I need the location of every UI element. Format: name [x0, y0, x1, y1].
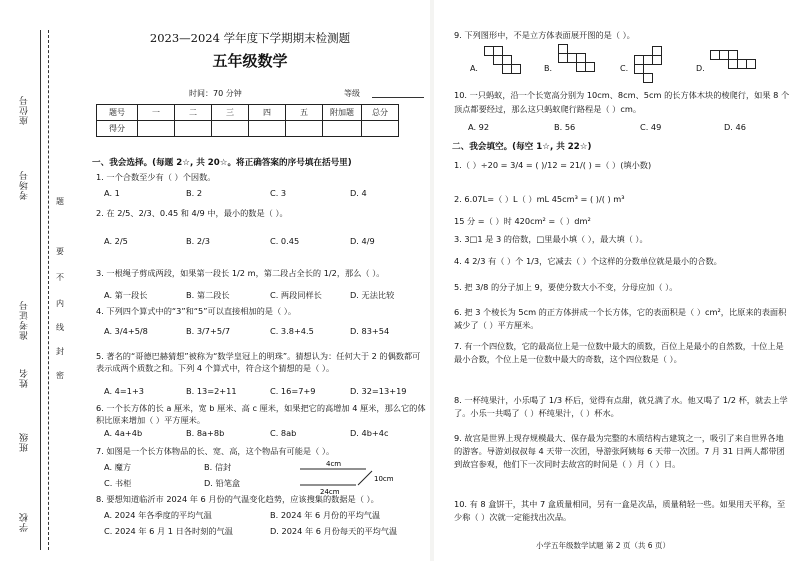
section-2-heading: 二、我会填空。(每空 1☆, 共 22☆)	[452, 142, 592, 152]
question-5: 5. 著名的“哥德巴赫猜想”被称为“数学皇冠上的明珠”。猜想认为：任何大于 2 的偶数都可表示成两个质数之和。下列 4 个算式中，符合这个猜想的是（ ）。	[96, 351, 421, 373]
school-field[interactable]: 学校	[20, 512, 30, 532]
fill-question-1: 1.（ ）÷20 = 3/4 = ( )/12 = 21/( ) =（ ）(填小数)	[454, 160, 652, 170]
option-b[interactable]: B. 信封	[204, 462, 232, 472]
score-cell: 得分	[97, 121, 138, 137]
fill-question-6: 6. 把 3 个棱长为 5cm 的正方体拼成一个长方体，它的表面积是（ ）cm²，比原来的表面积减少了（ ）平方厘米。	[454, 307, 787, 330]
option-d[interactable]: D. 4	[350, 188, 367, 198]
seal-char: 要	[56, 247, 64, 256]
question-7: 7. 如图是一个长方体物品的长、宽、高，这个物品有可能是（ ）。	[96, 446, 335, 456]
fill-question-2a: 2. 6.07L=（ ）L（ ）mL 45cm³ = ( )/( ) m³	[454, 194, 625, 204]
dim-label-height: 10cm	[374, 475, 394, 483]
option-b[interactable]: B. 2024 年 6 月份的平均气温	[270, 510, 381, 520]
net-option-c[interactable]: C.	[620, 64, 629, 73]
option-d[interactable]: D. 2024 年 6 月份每天的平均气温	[270, 526, 398, 536]
option-d[interactable]: D. 铅笔盒	[204, 478, 241, 488]
score-input[interactable]	[175, 121, 212, 137]
dim-label-length: 24cm	[320, 488, 340, 495]
option-a[interactable]: A. 魔方	[104, 462, 132, 472]
score-header-row	[97, 105, 399, 121]
score-input[interactable]	[138, 121, 175, 137]
score-input[interactable]	[323, 121, 362, 137]
seal-char: 线	[56, 323, 64, 332]
fill-question-4: 4. 4 2/3 有（ ）个 1/3，它减去（ ）个这样的分数单位就是最小的合数。	[454, 256, 722, 266]
fill-question-3: 3. 3□1 是 3 的倍数，□里最小填（ ），最大填（ ）。	[454, 234, 648, 244]
score-cell: 附加题	[323, 105, 362, 121]
seal-char: 题	[56, 197, 64, 206]
option-b[interactable]: B. 13=2+11	[186, 386, 237, 396]
question-9: 9. 下列图形中，不是立方体表面展开图的是（ ）。	[454, 30, 635, 40]
exam-page-2	[434, 0, 794, 561]
question-10: 10. 一只蚂蚁，沿一个长宽高分别为 10cm、8cm、5cm 的长方体木块的棱爬行，如果 8 个顶点都要经过，那么这只蚂蚁爬行路程是（ ）cm。	[454, 90, 790, 114]
name-field[interactable]: 姓名	[20, 368, 30, 388]
exam-title: 2023—2024 学年度下学期期末检测题	[149, 31, 351, 45]
admission-number-field[interactable]: 准考证号	[20, 300, 30, 340]
option-d[interactable]: D. 46	[724, 122, 746, 132]
score-cell: 三	[212, 105, 249, 121]
seal-dashed-line	[48, 30, 50, 550]
fill-question-10: 10. 有 8 盒饼干，其中 7 盒质量相同，另有一盒是次品，质量稍轻一些。如果用天平称，至少称（ ）次就一定能找出次品。	[454, 499, 786, 522]
option-d[interactable]: D. 83+54	[350, 326, 390, 336]
score-cell: 总分	[362, 105, 399, 121]
binding-margin	[0, 0, 68, 561]
seal-char: 内	[56, 299, 64, 308]
score-input[interactable]	[286, 121, 323, 137]
option-a[interactable]: A. 4a+4b	[104, 428, 143, 438]
question-8: 8. 要想知道临沂市 2024 年 6 月份的气温变化趋势，应该搜集的数据是（ ）。	[96, 494, 379, 504]
option-c[interactable]: C. 49	[640, 122, 662, 132]
option-c[interactable]: C. 3.8+4.5	[270, 326, 314, 336]
option-c[interactable]: C. 16=7+9	[270, 386, 316, 396]
option-a[interactable]: A. 4=1+3	[104, 386, 145, 396]
score-input[interactable]	[212, 121, 249, 137]
box-dimension-diagram	[296, 455, 396, 495]
option-b[interactable]: B. 56	[554, 122, 576, 132]
seal-char: 封	[56, 347, 64, 356]
score-cell: 一	[138, 105, 175, 121]
option-c[interactable]: C. 书柜	[104, 478, 132, 488]
dim-label-width: 4cm	[326, 460, 342, 468]
question-2: 2. 在 2/5、2/3、0.45 和 4/9 中，最小的数是（ ）。	[96, 208, 288, 218]
seat-number-field[interactable]: 座位号	[20, 95, 30, 125]
class-field[interactable]: 班级	[20, 432, 30, 452]
fill-question-2b: 15 分 =（ ）时 420cm² =（ ）dm²	[454, 216, 591, 226]
option-b[interactable]: B. 2	[186, 188, 203, 198]
option-a[interactable]: A. 2024 年各季度的平均气温	[104, 510, 212, 520]
exam-subject: 五年级数学	[212, 52, 288, 70]
option-d[interactable]: D. 4/9	[350, 236, 375, 246]
option-d[interactable]: D. 32=13+19	[350, 386, 407, 396]
question-3: 3. 一根绳子剪成两段，如果第一段长 1/2 m，第二段占全长的 1/2，那么（ ）。	[96, 268, 385, 278]
option-b[interactable]: B. 3/7+5/7	[186, 326, 231, 336]
option-c[interactable]: C. 3	[270, 188, 287, 198]
net-option-d[interactable]: D.	[696, 64, 705, 73]
seal-char: 密	[56, 371, 64, 380]
fill-question-8: 8. 一杯纯果汁，小乐喝了 1/3 杯后，觉得有点甜，就兑满了水。他又喝了 1/2 杯，就去上学了。小乐一共喝了（ ）杯纯果汁，（ ）杯水。	[454, 395, 788, 418]
fill-question-7: 7. 有一个四位数，它的最高位上是一位数中最大的质数，百位上是最小的自然数，十位上是最小合数，个位上是一位数中最大的奇数，这个四位数是（ ）。	[454, 341, 784, 364]
fill-question-5: 5. 把 3/8 的分子加上 9，要使分数大小不变，分母应加（ ）。	[454, 282, 678, 292]
option-a[interactable]: A. 第一段长	[104, 290, 148, 300]
exam-room-field[interactable]: 考场号	[20, 170, 30, 200]
score-value-row	[97, 121, 399, 137]
option-a[interactable]: A. 3/4+5/8	[104, 326, 148, 336]
option-c[interactable]: C. 两段同样长	[270, 290, 322, 300]
fill-question-9: 9. 故宫是世界上现存规模最大、保存最为完整的木质结构古建筑之一，吸引了来自世界各地的游客。导游刘叔叔每 4 天带一次团，导游张阿姨每 6 天带一次团。7 月 31 日两人都带团到故宫参观，他们下一次同时去故宫的时间是（ ）月（ ）日。	[454, 433, 785, 469]
option-b[interactable]: B. 8a+8b	[186, 428, 225, 438]
option-b[interactable]: B. 2/3	[186, 236, 210, 246]
net-option-a[interactable]: A.	[470, 64, 478, 73]
seal-char: 不	[56, 273, 64, 282]
score-cell: 五	[286, 105, 323, 121]
binding-line	[40, 30, 41, 550]
score-cell: 题号	[97, 105, 138, 121]
score-input[interactable]	[362, 121, 399, 137]
time-limit: 时间：70 分钟	[189, 89, 242, 98]
score-table	[96, 104, 399, 137]
option-c[interactable]: C. 8ab	[270, 428, 297, 438]
option-b[interactable]: B. 第二段长	[186, 290, 230, 300]
page-footer: 小学五年级数学试题 第 2 页（共 6 页）	[536, 541, 670, 550]
option-a[interactable]: A. 92	[468, 122, 490, 132]
grade-input-line[interactable]	[372, 97, 424, 98]
question-1: 1. 一个合数至少有（ ）个因数。	[96, 172, 216, 182]
grade-label: 等级	[344, 89, 360, 98]
question-6: 6. 一个长方体的长 a 厘米，宽 b 厘米、高 c 厘米，如果把它的高增加 4 厘米，那么它的体积比原来增加（ ）平方厘米。	[96, 403, 426, 425]
score-cell: 二	[175, 105, 212, 121]
net-option-b[interactable]: B.	[544, 64, 553, 73]
option-c[interactable]: C. 2024 年 6 月 1 日各时刻的气温	[104, 526, 233, 536]
option-c[interactable]: C. 0.45	[270, 236, 300, 246]
score-input[interactable]	[249, 121, 286, 137]
question-4: 4. 下列四个算式中的“3”和“5”可以直接相加的是（ ）。	[96, 306, 297, 316]
option-a[interactable]: A. 1	[104, 188, 120, 198]
score-cell: 四	[249, 105, 286, 121]
option-a[interactable]: A. 2/5	[104, 236, 128, 246]
option-d[interactable]: D. 无法比较	[350, 290, 395, 300]
option-d[interactable]: D. 4b+4c	[350, 428, 389, 438]
section-1-heading: 一、我会选择。(每题 2☆, 共 20☆。将正确答案的序号填在括号里)	[92, 158, 352, 168]
